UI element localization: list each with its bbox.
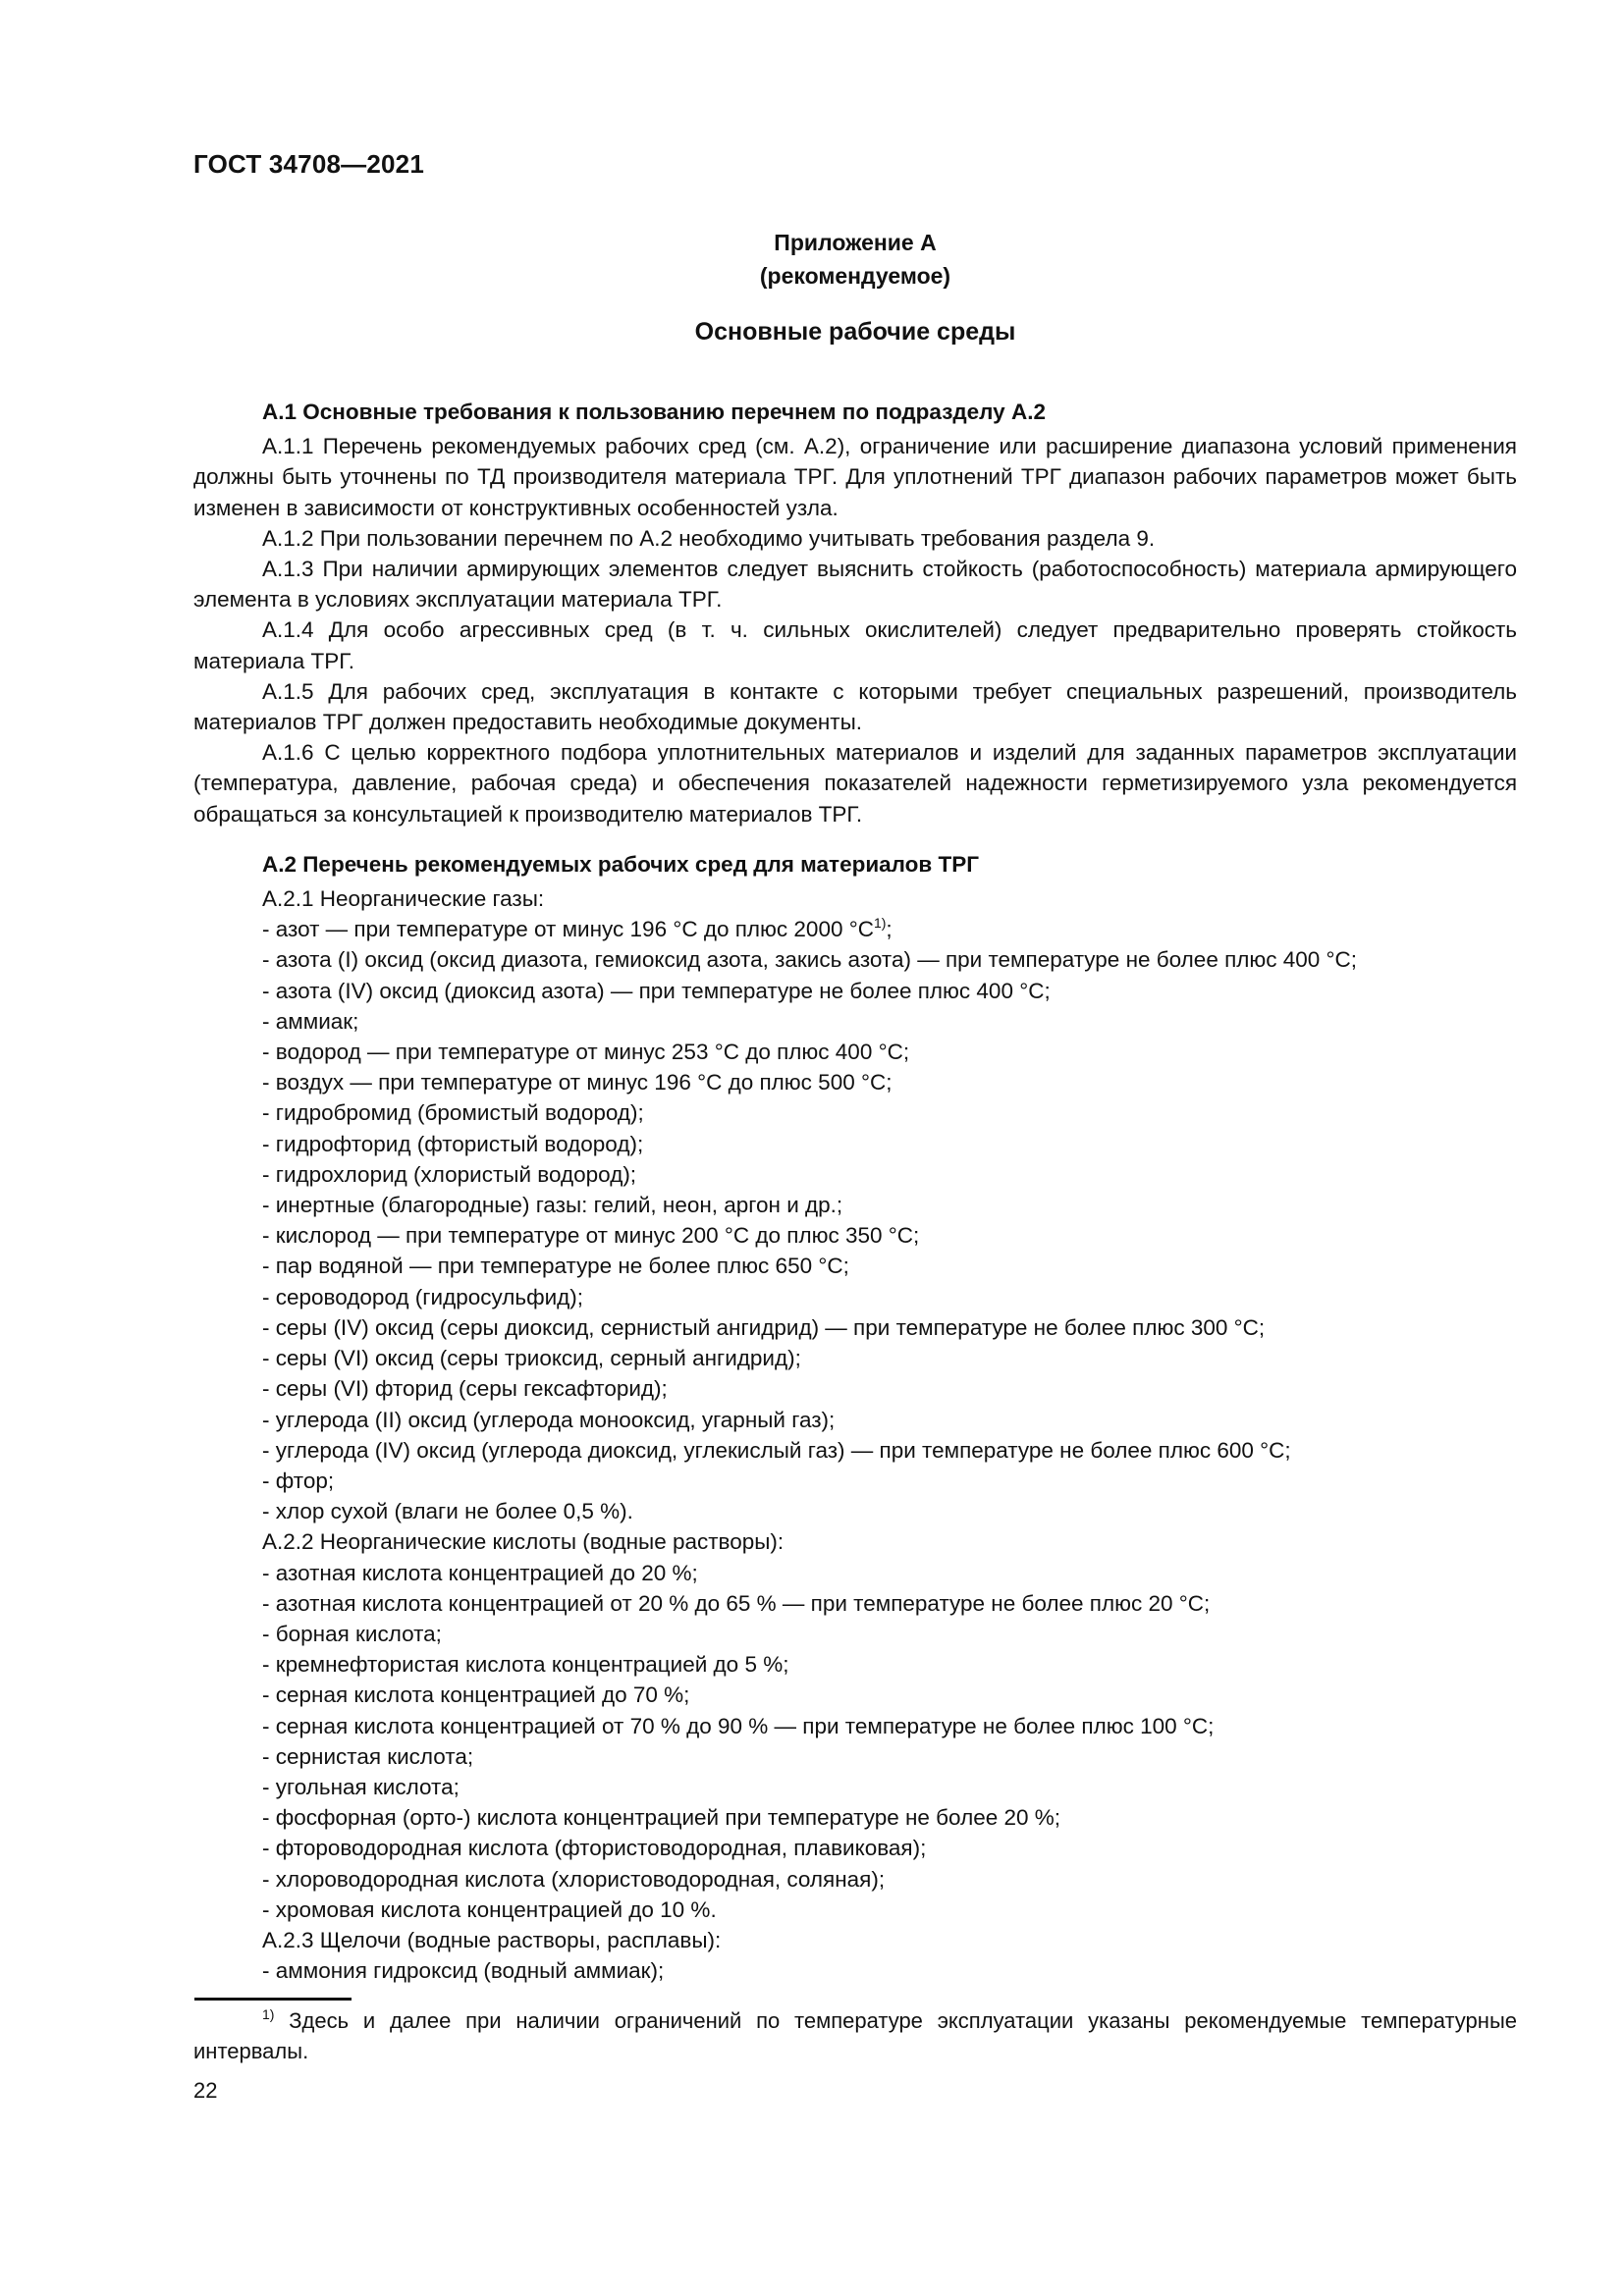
list-item: - азота (I) оксид (оксид диазота, гемиоксид азота, закись азота) — при температуре не более плюс 400 °C; — [262, 947, 1358, 973]
section-a1-heading: А.1 Основные требования к пользованию перечнем по подразделу А.2 — [262, 400, 1046, 424]
list-item: - азота (IV) оксид (диоксид азота) — при температуре не более плюс 400 °C; — [262, 978, 1051, 1003]
appendix-heading — [193, 226, 1517, 293]
list-item: - аммония гидроксид (водный аммиак); — [262, 1958, 665, 1984]
paragraph-a1-2: А.1.2 При пользовании перечнем по А.2 необходимо учитывать требования раздела 9. — [262, 525, 1156, 551]
list-item: - гидробромид (бромистый водород); — [262, 1100, 644, 1126]
list-item: - сероводород (гидросульфид); — [262, 1284, 584, 1309]
section-a2-heading: А.2 Перечень рекомендуемых рабочих сред для материалов ТРГ — [262, 851, 979, 877]
list-item: - гидрохлорид (хлористый водород); — [262, 1161, 637, 1187]
subsection-a22-title: А.2.2 Неорганические кислоты (водные растворы): — [262, 1529, 785, 1555]
list-item: - серы (VI) фторид (серы гексафторид); — [262, 1376, 668, 1402]
document-id-header: ГОСТ 34708—2021 — [193, 149, 424, 179]
list-item: - кремнефтористая кислота концентрацией до 5 %; — [262, 1652, 789, 1678]
list-item: - углерода (IV) оксид (углерода диоксид, углекислый газ) — при температуре не более плюс 600 °C; — [262, 1437, 1291, 1463]
footnote-text: Здесь и далее при наличии ограничений по температуре эксплуатации указаны рекомендуемые температурные интервалы. — [193, 2008, 1517, 2063]
list-item: - воздух — при температуре от минус 196 °C до плюс 500 °C; — [262, 1070, 893, 1095]
list-item: - угольная кислота; — [262, 1774, 460, 1799]
list-item: - хромовая кислота концентрацией до 10 %. — [262, 1896, 717, 1922]
list-item — [193, 914, 1517, 944]
paragraph-a1-4: А.1.4 Для особо агрессивных сред (в т. ч. сильных окислителей) следует предварительно проверять стойкость материала ТРГ. — [193, 617, 1517, 673]
a23-list — [193, 1955, 1517, 1986]
list-item: - серная кислота концентрацией до 70 %; — [262, 1682, 690, 1708]
paragraph-a1-5: А.1.5 Для рабочих сред, эксплуатация в контакте с которыми требует специальных разрешений, производитель материалов ТРГ должен предоставить необходимые документы. — [193, 678, 1517, 735]
list-item: - гидрофторид (фтористый водород); — [262, 1131, 644, 1156]
footnote-ref[interactable]: 1) — [873, 915, 887, 932]
a21-list — [193, 944, 1517, 1526]
list-item: - сернистая кислота; — [262, 1743, 474, 1769]
appendix-label: Приложение А — [774, 230, 937, 255]
subsection-a23-title: А.2.3 Щелочи (водные растворы, расплавы): — [262, 1927, 722, 1952]
subsection-a21-title: А.2.1 Неорганические газы: — [262, 886, 545, 912]
footnote-divider — [194, 1998, 352, 2001]
list-item: - хлор сухой (влаги не более 0,5 %). — [262, 1499, 633, 1524]
paragraph-a1-3: А.1.3 При наличии армирующих элементов следует выяснить стойкость (работоспособность) материала армирующего элемента в условиях эксплуатации материала ТРГ. — [193, 557, 1517, 613]
footnote-marker: 1) — [262, 2006, 275, 2022]
paragraph-a1-6: А.1.6 С целью корректного подбора уплотнительных материалов и изделий для заданных параметров эксплуатации (температура, давление, рабочая среда) и обеспечения показателей надежности герметизируемого узла рекомендуется обращаться за консультацией к производителю материалов ТРГ. — [193, 740, 1517, 827]
list-item: - фтороводородная кислота (фтористоводородная, плавиковая); — [262, 1836, 927, 1861]
appendix-title: Основные рабочие среды — [694, 318, 1016, 346]
list-item-text: - азот — при температуре от минус 196 °C до плюс 2000 °C — [262, 917, 874, 942]
list-item: - фосфорная (орто-) кислота концентрацией при температуре не более 20 %; — [262, 1805, 1061, 1831]
page-number: 22 — [193, 2078, 218, 2103]
list-item: - кислород — при температуре от минус 200 °C до плюс 350 °C; — [262, 1223, 920, 1249]
list-item: - пар водяной — при температуре не более плюс 650 °C; — [262, 1254, 849, 1279]
list-item: - серы (VI) оксид (серы триоксид, серный ангидрид); — [262, 1346, 801, 1371]
list-item-tail: ; — [886, 917, 893, 942]
list-item: - фтор; — [262, 1468, 335, 1493]
appendix-status: (рекомендуемое) — [759, 263, 951, 289]
list-item: - углерода (II) оксид (углерода монооксид, угарный газ); — [262, 1407, 836, 1432]
footnote — [193, 2005, 1517, 2066]
list-item: - серная кислота концентрацией от 70 % до 90 % — при температуре не более плюс 100 °C; — [262, 1713, 1215, 1738]
list-item: - азотная кислота концентрацией до 20 %; — [262, 1560, 698, 1585]
list-item: - серы (IV) оксид (серы диоксид, сернистый ангидрид) — при температуре не более плюс 300 °C; — [262, 1314, 1266, 1340]
list-item: - водород — при температуре от минус 253 °C до плюс 400 °C; — [262, 1040, 910, 1065]
list-item: - борная кислота; — [262, 1621, 442, 1646]
document-body — [193, 397, 1517, 1986]
list-item: - инертные (благородные) газы: гелий, неон, аргон и др.; — [262, 1193, 843, 1218]
list-item: - аммиак; — [262, 1008, 359, 1034]
a22-list — [193, 1558, 1517, 1925]
list-item: - азотная кислота концентрацией от 20 % до 65 % — при температуре не более плюс 20 °C; — [262, 1590, 1211, 1616]
paragraph-a1-1: А.1.1 Перечень рекомендуемых рабочих сред (см. А.2), ограничение или расширение диапазона условий применения должны быть уточнены по ТД производителя материала ТРГ. Для уплотнений ТРГ диапазон рабочих параметров может быть изменен в зависимости от конструктивных особенностей узла. — [193, 434, 1517, 520]
list-item: - хлороводородная кислота (хлористоводородная, соляная); — [262, 1866, 886, 1892]
